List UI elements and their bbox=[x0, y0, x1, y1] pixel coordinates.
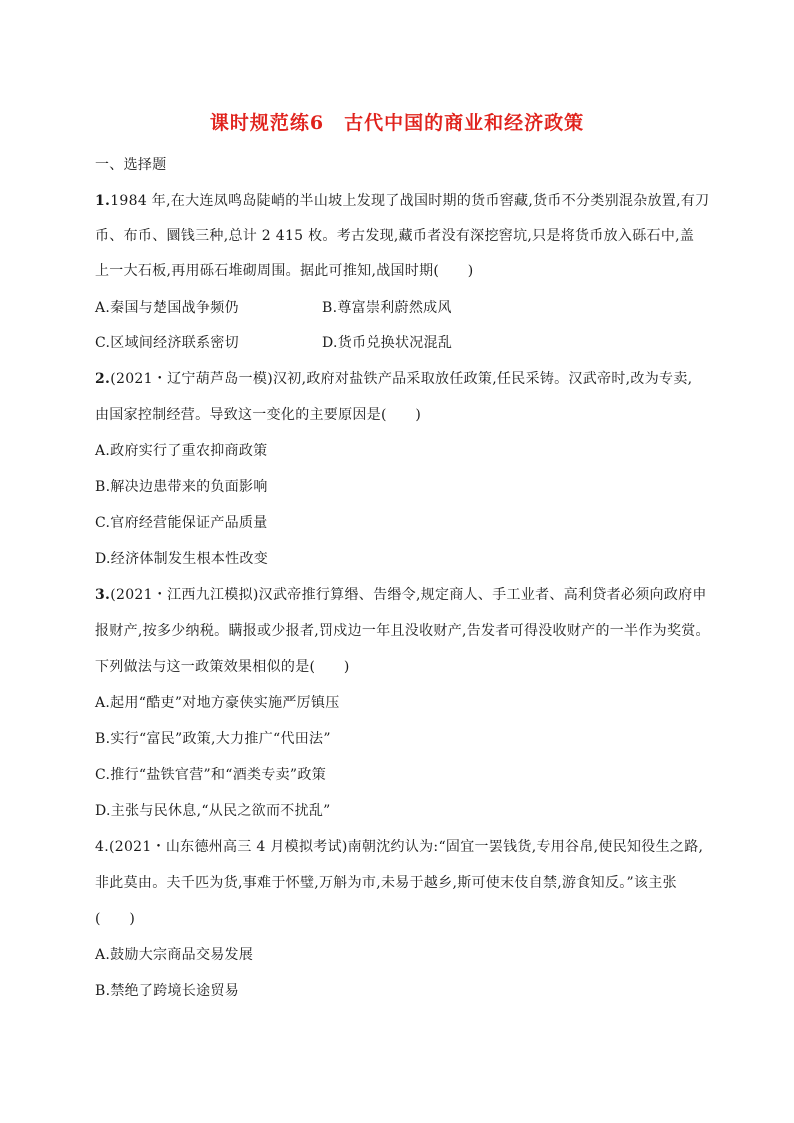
question-1-number: 1. bbox=[95, 193, 111, 209]
question-4-option-a: A.鼓励大宗商品交易发展 bbox=[95, 947, 254, 963]
question-1-line-3: 上一大石板,再用砾石堆砌周围。据此可推知,战国时期( ) bbox=[95, 263, 474, 279]
question-3-option-b: B.实行“富民”政策,大力推广“代田法” bbox=[95, 731, 331, 747]
question-2-line-2: 由国家控制经营。导致这一变化的主要原因是( ) bbox=[95, 407, 422, 423]
question-2-option-c: C.官府经营能保证产品质量 bbox=[95, 515, 268, 531]
question-1-text-1: 1984 年,在大连凤鸣岛陡峭的半山坡上发现了战国时期的货币窖藏,货币不分类别混杂放置,有刀 bbox=[110, 193, 710, 209]
question-3-option-d: D.主张与民休息,“从民之欲而不扰乱” bbox=[95, 803, 331, 819]
question-2-number: 2. bbox=[95, 371, 111, 387]
question-4-line-3: ( ) bbox=[95, 911, 136, 927]
question-4-option-b: B.禁绝了跨境长途贸易 bbox=[95, 983, 240, 999]
question-2-line-1 bbox=[95, 369, 692, 389]
question-3-option-c: C.推行“盐铁官营”和“酒类专卖”政策 bbox=[95, 767, 326, 783]
question-2-option-b: B.解决边患带来的负面影响 bbox=[95, 479, 268, 495]
question-1-line-2: 币、布币、圜钱三种,总计 2 415 枚。考古发现,藏币者没有深挖窖坑,只是将货币放入砾石中,盖 bbox=[95, 228, 695, 244]
question-3-option-a: A.起用“酷吏”对地方豪侠实施严厉镇压 bbox=[95, 695, 340, 711]
question-3-line-3: 下列做法与这一政策效果相似的是( ) bbox=[95, 659, 350, 675]
question-3-text-1: (2021・江西九江模拟)汉武帝推行算缗、告缗令,规定商人、手工业者、高利贷者必须向政府申 bbox=[110, 587, 707, 603]
page-title: 课时规范练6 古代中国的商业和经济政策 bbox=[209, 112, 585, 134]
question-4-text-1: (2021・山东德州高三 4 月模拟考试)南朝沈约认为:“固宜一罢钱货,专用谷帛,使民知役生之路, bbox=[108, 839, 704, 855]
question-4-number: 4. bbox=[95, 839, 109, 855]
question-2-option-a: A.政府实行了重农抑商政策 bbox=[95, 443, 268, 459]
question-1-line-1 bbox=[95, 191, 709, 211]
question-3-number: 3. bbox=[95, 587, 111, 603]
question-4-line-2: 非此莫由。夫千匹为货,事难于怀璧,万斛为市,未易于越乡,斯可使末伎自禁,游食知反。”该主张 bbox=[95, 875, 677, 891]
question-3-line-2: 报财产,按多少纳税。瞒报或少报者,罚戍边一年且没收财产,告发者可得没收财产的一半作为奖赏。 bbox=[95, 623, 710, 639]
question-3-line-1 bbox=[95, 585, 707, 605]
question-1-option-c: C.区域间经济联系密切 bbox=[95, 335, 239, 351]
question-4-line-1 bbox=[95, 837, 703, 857]
question-2-text-1: (2021・辽宁葫芦岛一模)汉初,政府对盐铁产品采取放任政策,任民采铸。汉武帝时,改为专卖, bbox=[110, 371, 693, 387]
question-1-option-a: A.秦国与楚国战争频仍 bbox=[95, 300, 239, 316]
question-2-option-d: D.经济体制发生根本性改变 bbox=[95, 551, 269, 567]
question-1-option-b: B.尊富崇利蔚然成风 bbox=[322, 300, 452, 316]
section-heading: 一、选择题 bbox=[95, 157, 167, 173]
question-1-option-d: D.货币兑换状况混乱 bbox=[322, 335, 453, 351]
